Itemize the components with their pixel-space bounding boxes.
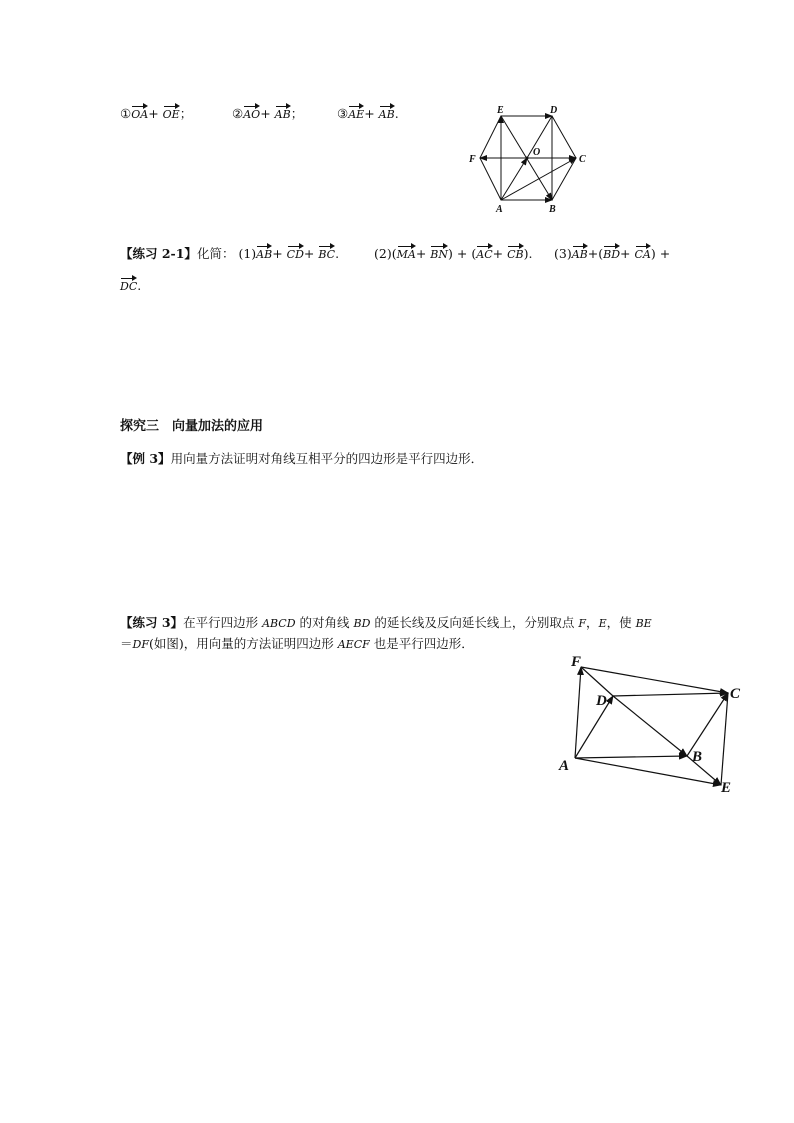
example-3	[120, 450, 483, 468]
part-1-number: (1)	[238, 246, 257, 261]
period: .	[528, 246, 533, 261]
item-1-number: ①	[120, 106, 132, 121]
plus-sign: +	[260, 106, 271, 121]
exercise-3-line-2	[120, 635, 474, 654]
name-abcd: ABCD	[262, 617, 296, 630]
label-f: F	[571, 654, 582, 670]
exercise-2-1-tag: 【练习 2-1】	[120, 246, 197, 261]
label-a: A	[559, 758, 570, 774]
label-b: B	[549, 204, 556, 215]
segment-ao	[501, 158, 527, 200]
label-o: O	[533, 147, 541, 158]
vector-ac: AC	[476, 244, 492, 261]
equals-sign: ＝	[120, 636, 133, 651]
item-1	[120, 106, 192, 121]
example-3-text: 用向量方法证明对角线互相平分的四边形是平行四边形．	[170, 451, 484, 466]
plus-sign: +	[456, 246, 468, 261]
exercise-2-1	[120, 244, 339, 263]
paren: )	[448, 246, 453, 261]
exercise-2-1-part-2	[374, 244, 532, 263]
point-f: F	[578, 617, 587, 630]
name-be: BE	[635, 617, 652, 630]
part-3-number: (3)	[554, 246, 572, 261]
exercise-row-1-item-3	[337, 104, 399, 123]
plus-sign: +	[587, 246, 599, 261]
plus-sign: +	[272, 246, 283, 261]
segment-fc	[581, 667, 728, 693]
label-c: C	[579, 154, 586, 165]
name-df: DF	[132, 638, 149, 651]
hexagon-figure	[460, 100, 600, 218]
exercise-2-1-part-3	[554, 244, 670, 263]
exercise-row-1	[120, 104, 192, 123]
period: .	[394, 106, 399, 121]
item-2-number: ②	[232, 106, 244, 121]
plus-sign: +	[148, 106, 159, 121]
plus-sign: +	[492, 246, 504, 261]
segment-af	[575, 667, 581, 758]
text-segment: 的延长线及反向延长线上，分别取点	[374, 615, 575, 630]
vector-bn: BN	[430, 244, 448, 261]
point-e: E	[598, 617, 607, 630]
name-bd: BD	[353, 617, 371, 630]
plus-sign: +	[620, 246, 631, 261]
label-e: E	[497, 105, 504, 116]
label-d: D	[596, 693, 607, 709]
text-segment: ，使	[606, 615, 632, 630]
paren: )	[523, 246, 529, 261]
label-b: B	[692, 749, 703, 765]
separator: ；	[179, 106, 193, 121]
segment-ce	[721, 693, 728, 785]
name-aecf: AECF	[337, 638, 370, 651]
label-a: A	[496, 204, 503, 215]
vector-ab: AB	[256, 244, 272, 261]
exercise-row-1-item-2	[232, 104, 303, 123]
example-3-tag: 【例 3】	[120, 451, 171, 466]
segment-ad	[575, 696, 613, 758]
paren: (	[598, 246, 604, 261]
vector-ao: AO	[243, 104, 260, 121]
simplify-lead: 化简：	[196, 246, 235, 261]
paren: )	[650, 246, 656, 261]
section-3-title: 探究三 向量加法的应用	[120, 419, 264, 434]
vector-dc: DC	[120, 276, 137, 293]
plus-sign: +	[415, 246, 427, 261]
paren: (	[471, 246, 477, 261]
text-segment: 的对角线	[299, 615, 350, 630]
exercise-2-1-tail	[120, 276, 141, 295]
segment-ab	[575, 756, 687, 758]
vector-ab: AB	[275, 104, 291, 121]
segment-db	[613, 696, 687, 756]
text-segment: 在平行四边形	[183, 615, 259, 630]
vector-ab: AB	[379, 104, 395, 121]
label-e: E	[721, 780, 732, 796]
label-f: F	[469, 154, 476, 165]
period: .	[137, 278, 142, 293]
vector-ca: CA	[635, 244, 651, 261]
segment-dc	[613, 693, 728, 696]
period: .	[335, 246, 340, 261]
vector-cd: CD	[287, 244, 304, 261]
vector-oa: OA	[131, 104, 148, 121]
vector-ab: AB	[572, 244, 588, 261]
comma: ，	[586, 615, 599, 630]
plus-sign: +	[364, 106, 375, 121]
paren: (	[391, 246, 397, 261]
vector-ae: AE	[348, 104, 364, 121]
item-3-number: ③	[337, 106, 349, 121]
text-segment: 也是平行四边形．	[373, 636, 474, 651]
parallelogram-figure	[555, 650, 755, 800]
center-dot	[526, 157, 529, 160]
vector-bd: BD	[603, 244, 620, 261]
label-c: C	[730, 686, 741, 702]
vector-oe: OE	[163, 104, 180, 121]
vector-cb: CB	[507, 244, 524, 261]
vector-bc: BC	[318, 244, 335, 261]
segment-ac	[501, 158, 576, 200]
exercise-3-line-1	[120, 614, 652, 633]
segment-bc	[687, 693, 728, 756]
exercise-3-tag: 【练习 3】	[120, 615, 184, 630]
separator: ；	[290, 106, 304, 121]
label-d: D	[550, 105, 558, 116]
vector-ma: MA	[397, 244, 416, 261]
text-segment: (如图)，用向量的方法证明四边形	[148, 636, 334, 651]
plus-sign: +	[303, 246, 315, 261]
part-2-number: (2)	[374, 246, 392, 261]
plus-sign: +	[659, 246, 671, 261]
